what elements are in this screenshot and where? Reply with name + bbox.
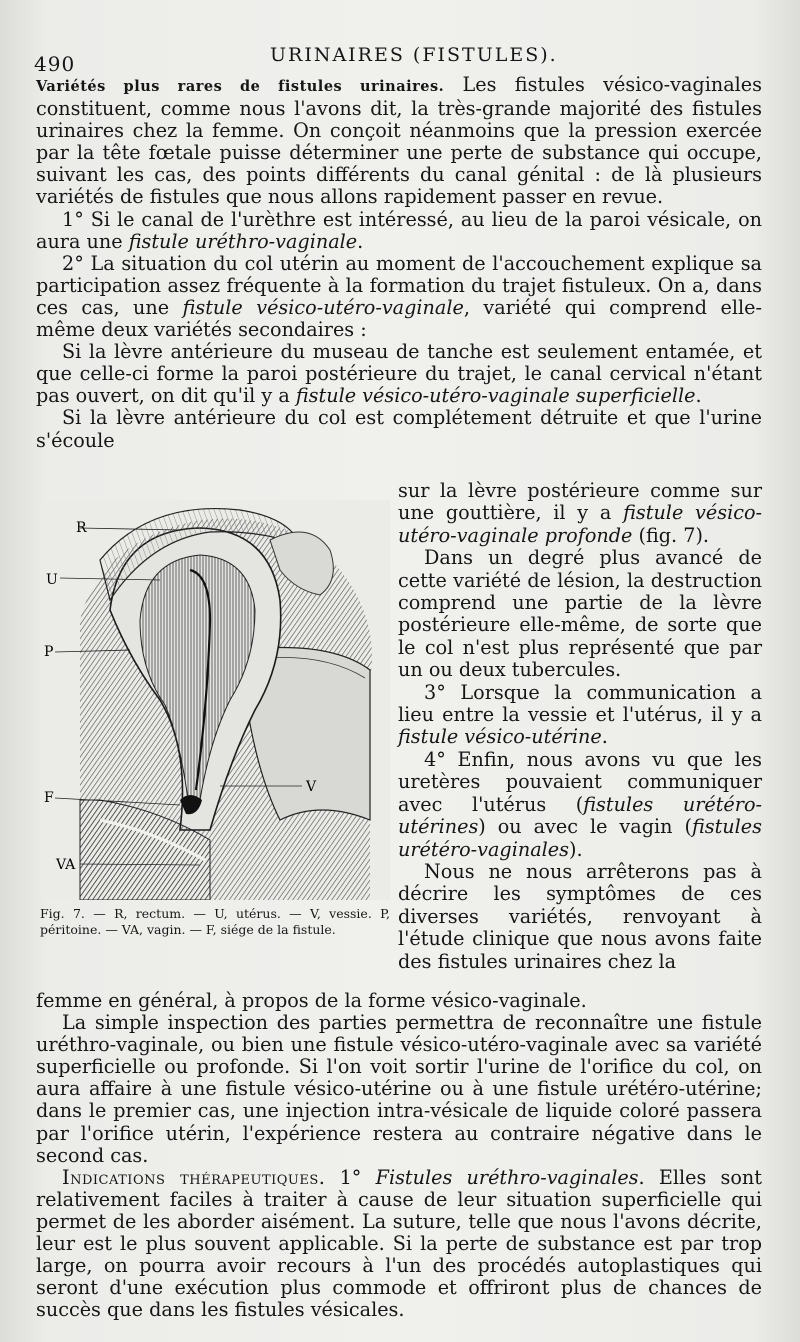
p7-mid: ) ou avec le vagin ( (478, 815, 692, 839)
anatomical-figure (40, 500, 390, 900)
paragraph-8-column: Nous ne nous arrêterons pas à décrire les symptômes de ces diverses variétés, renvoyant à l'étude clinique que nous avons faite des fistules urinaires chez la (398, 859, 762, 973)
p3-term: fistule vésico-utéro-vaginale superficielle (295, 384, 696, 408)
label-vagin: VA (56, 857, 76, 873)
therapy-number: 1° (339, 1165, 362, 1189)
paragraph-9: La simple inspection des parties permettra de reconnaître une fistule uréthro-vaginale, ou bien une fistule vésico-utéro-vaginale avec sa variété superficielle ou profonde. Si l'on voit sortir l'urine de l'orifice du col, on aura affaire à une fistule vésico-utérine ou à une fistule urétéro-utérine; dans le premier cas, une injection intra-vésicale de liquide coloré passera par l'orifice utérin, l'expérience restera au contraire négative dans le second cas. (36, 1011, 762, 1167)
page-number: 490 (34, 52, 76, 76)
paragraph-4-lead: Si la lèvre antérieure du col est complétement détruite et que l'urine s'écoule (36, 406, 762, 452)
label-peritoine: P (44, 644, 54, 660)
section-heading: Variétés plus rares de fistules urinaires. (36, 78, 445, 95)
figure-illustration (40, 500, 390, 900)
p3-text: Si la lèvre antérieure du museau de tanche est seulement entamée, et que celle-ci forme la paroi postérieure du trajet, le canal cervical n'étant pas ouvert, on dit qu'il y a (36, 340, 762, 408)
p2-end: , variété qui comprend elle-même deux variétés secondaires : (36, 295, 762, 342)
main-text-bottom (36, 990, 762, 1321)
paragraph-8-rest: femme en général, à propos de la forme vésico-vaginale. (36, 989, 587, 1012)
p1-text: 1° Si le canal de l'urèthre est intéressé, au lieu de la paroi vésicale, on aura une (36, 207, 762, 253)
running-title: URINAIRES (FISTULES). (270, 44, 558, 66)
p6-text: 3° Lorsque la communication a lieu entre la vessie et l'utérus, il y a (398, 680, 762, 727)
p4-end: (fig. 7). (632, 523, 710, 547)
intro-paragraph (36, 74, 762, 209)
paragraph-2 (36, 253, 762, 341)
label-uterus: U (46, 572, 58, 588)
p6-end: . (601, 725, 608, 749)
intro-text: Les fistules vésico-vaginales constituent, comme nous l'avons dit, la très-grande majorité des fistules urinaires chez la femme. On conçoit néanmoins que la pression exercée par la tête fœtale puisse déterminer une perte de substance qui occupe, suivant les cas, des points différents du canal génital : de là plusieurs variétés de fistules que nous allons rapidement passer en revue. (36, 73, 762, 209)
p7-term-2: fistules urétéro-vaginales (398, 815, 762, 861)
p7-text: 4° Enfin, nous avons vu que les uretères pouvaient communiquer avec l'utérus ( (398, 747, 762, 816)
paragraph-7 (398, 749, 762, 861)
p1-end: . (357, 229, 364, 253)
p4-term: fistule vésico-utéro-vaginale profonde (398, 501, 763, 547)
p4-text: sur la lèvre postérieure comme sur une gouttière, il y a (398, 479, 762, 525)
therapy-heading: Indications thérapeutiques. (62, 1165, 326, 1189)
label-fistule: F (44, 790, 54, 806)
label-vessie: V (306, 779, 317, 795)
p2-term: fistule vésico-utéro-vaginale (182, 295, 464, 319)
paragraph-6 (398, 682, 762, 749)
label-rectum: R (76, 520, 87, 536)
p7-end: ). (569, 837, 583, 861)
paragraph-3 (36, 341, 762, 407)
paragraph-10 (36, 1167, 762, 1322)
p7-term-1: fistules urétéro-utérines (398, 792, 762, 839)
p1-term: fistule uréthro-vaginale (128, 229, 358, 253)
main-text-top (36, 74, 762, 452)
paragraph-1 (36, 209, 762, 253)
right-column-text (398, 480, 762, 973)
figure-caption: Fig. 7. — R, rectum. — U, utérus. — V, vessie. P, péritoine. — VA, vagin. — F, siége de la fistule. (40, 906, 390, 937)
paragraph-4-column (398, 480, 762, 547)
p3-end: . (695, 384, 702, 408)
therapy-term: Fistules uréthro-vaginales (375, 1165, 639, 1189)
paragraph-5: Dans un degré plus avancé de cette variété de lésion, la destruction comprend une partie de la lèvre postérieure elle-même, de sorte que le col n'est plus représenté que par un ou deux tubercules. (398, 546, 762, 682)
p6-term: fistule vésico-utérine (398, 725, 602, 749)
therapy-text: . Elles sont relativement faciles à traiter à cause de leur situation superficielle qui permet de les aborder aisément. La suture, telle que nous l'avons décrite, leur est le plus souvent applicable. Si la perte de substance est par trop large, on pourra avoir recours à l'un des procédés autoplastiques qui seront d'une exécution plus commode et offriront plus de chances de succès que dans les fistules vésicales. (36, 1165, 762, 1322)
p2-text: 2° La situation du col utérin au moment de l'accouchement explique sa participation assez fréquente à la formation du trajet fistuleux. On a, dans ces cas, une (36, 251, 762, 319)
